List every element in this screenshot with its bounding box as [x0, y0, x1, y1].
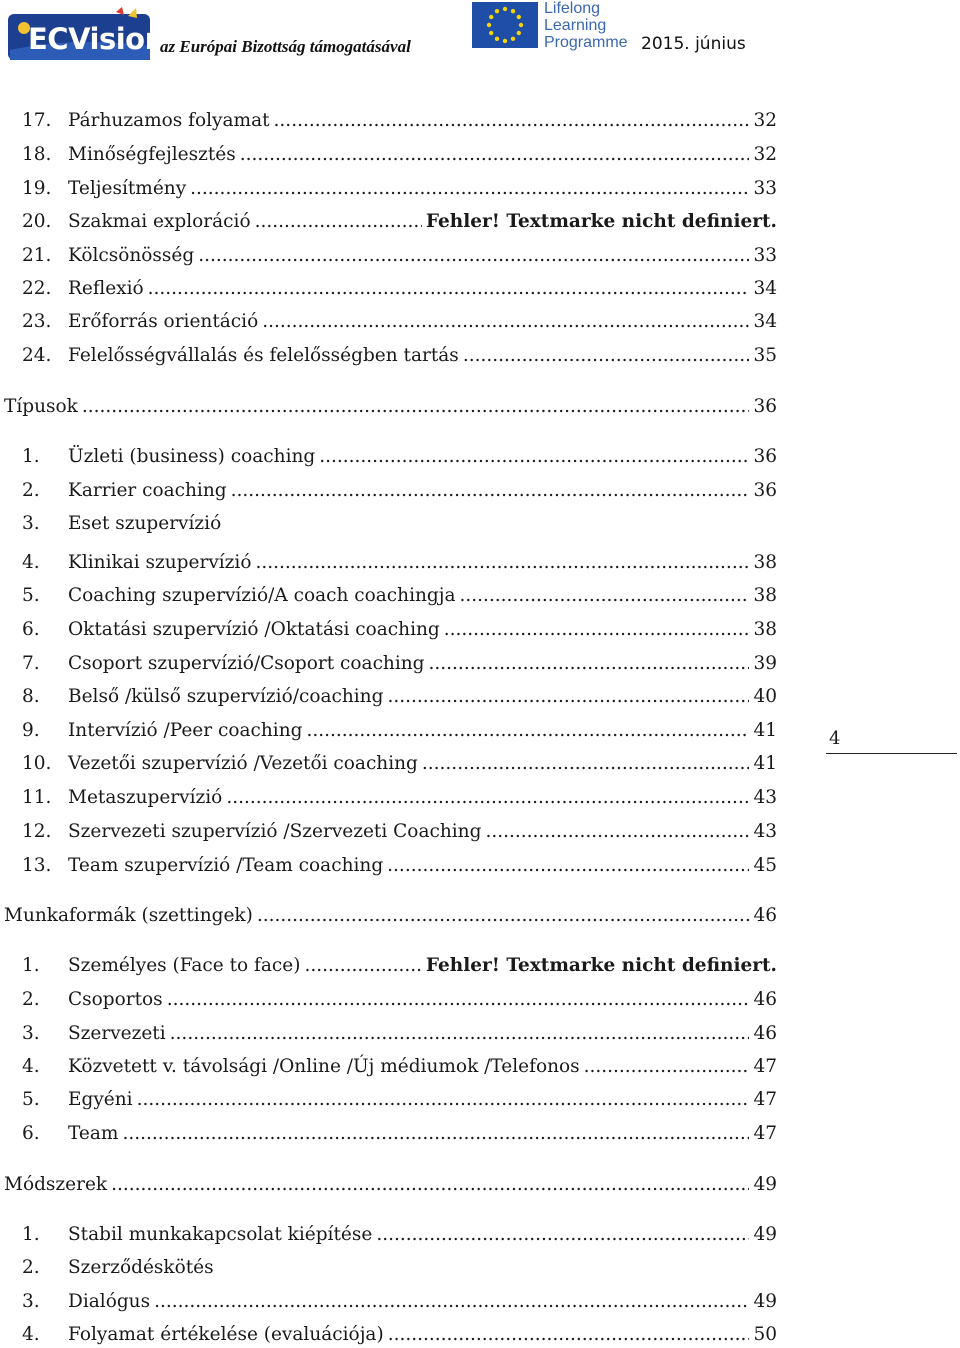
- toc-entry-label: Szakmai exploráció: [68, 211, 251, 232]
- toc-entry[interactable]: [0, 718, 777, 744]
- toc-entry-page: 50: [753, 1324, 777, 1345]
- toc-entry[interactable]: [0, 1322, 777, 1348]
- toc-entry-number: 19.: [22, 178, 52, 199]
- toc-leader-dots: [111, 1172, 749, 1198]
- toc-entry-page: 46: [753, 905, 777, 926]
- toc-entry-page: 33: [753, 245, 777, 266]
- toc-leader-dots: [167, 987, 750, 1013]
- llp-logo-text: [544, 0, 628, 51]
- toc-entry[interactable]: [0, 785, 777, 811]
- toc-entry-page: 35: [753, 345, 777, 366]
- toc-entry-page: 47: [753, 1123, 777, 1144]
- toc-entry[interactable]: [0, 142, 777, 168]
- toc-entry-page: 34: [753, 278, 777, 299]
- toc-entry-label: Coaching szupervízió/A coach coachingja: [68, 585, 456, 606]
- toc-entry-number: 17.: [22, 110, 52, 131]
- toc-entry-number: 4.: [22, 1056, 40, 1077]
- toc-entry-number: 8.: [22, 686, 40, 707]
- toc-leader-dots: [122, 1121, 749, 1147]
- toc-entry-label: Erőforrás orientáció: [68, 311, 259, 332]
- toc-entry-page: 36: [753, 480, 777, 501]
- toc-entry-label: Reflexió: [68, 278, 144, 299]
- llp-line-2: Learning: [544, 17, 607, 34]
- toc-entry-number: 13.: [22, 855, 52, 876]
- toc-entry-page: 32: [753, 110, 777, 131]
- toc-entry-page: 36: [753, 396, 777, 417]
- support-text: az Európai Bizottság támogatásával: [160, 37, 411, 56]
- toc-entry-label: Párhuzamos folyamat: [68, 110, 270, 131]
- toc-entry-page: Fehler! Textmarke nicht definiert.: [425, 211, 777, 232]
- toc-entry-label: Team: [68, 1123, 119, 1144]
- toc-entry-page: Fehler! Textmarke nicht definiert.: [425, 955, 777, 976]
- toc-leader-dots: [170, 1021, 750, 1047]
- toc-entry-page: 45: [753, 855, 777, 876]
- toc-entry-page: 38: [753, 585, 777, 606]
- header-date: 2015. június: [641, 34, 746, 54]
- toc-leader-dots: [255, 550, 749, 576]
- toc-entry-number: 10.: [22, 753, 52, 774]
- toc-leader-dots: [255, 209, 422, 235]
- toc-entry-label: Minőségfejlesztés: [68, 144, 236, 165]
- toc-entry-label: Csoport szupervízió/Csoport coaching: [68, 653, 425, 674]
- toc-entry[interactable]: [0, 1121, 777, 1147]
- toc-entry-number: 1.: [22, 955, 40, 976]
- toc-entry-number: 5.: [22, 585, 40, 606]
- toc-entry[interactable]: [0, 550, 777, 576]
- toc-entry[interactable]: [0, 108, 777, 134]
- logo-text: ECVision: [28, 22, 165, 56]
- toc-entry-number: 4.: [22, 1324, 40, 1345]
- toc-entry-page: 39: [753, 653, 777, 674]
- toc-entry-page: 47: [753, 1056, 777, 1077]
- toc-entry-label: Klinikai szupervízió: [68, 552, 252, 573]
- toc-entry-page: 38: [753, 552, 777, 573]
- toc-entry-label: Munkaformák (szettingek): [4, 905, 253, 926]
- toc-entry[interactable]: [0, 1087, 777, 1113]
- toc-leader-dots: [376, 1222, 749, 1248]
- toc-entry-number: 9.: [22, 720, 40, 741]
- toc-leader-dots: [304, 953, 421, 979]
- toc-entry-number: 11.: [22, 787, 52, 808]
- toc-entry-page: 46: [753, 1023, 777, 1044]
- toc-entry-number: 3.: [22, 1291, 40, 1312]
- toc-entry[interactable]: [0, 953, 777, 979]
- toc-entry-page: 33: [753, 178, 777, 199]
- toc-entry-label: Egyéni: [68, 1089, 133, 1110]
- toc-section[interactable]: [0, 394, 777, 420]
- toc-leader-dots: [387, 684, 749, 710]
- toc-entry[interactable]: [0, 987, 777, 1013]
- toc-entry-label: Vezetői szupervízió /Vezetői coaching: [68, 753, 418, 774]
- toc-entry[interactable]: [0, 176, 777, 202]
- toc-entry-page: 49: [753, 1291, 777, 1312]
- toc-entry[interactable]: [0, 309, 777, 335]
- toc-entry[interactable]: [0, 511, 777, 537]
- toc-entry-page: 49: [753, 1224, 777, 1245]
- toc-section[interactable]: [0, 1172, 777, 1198]
- toc-entry-page: 46: [753, 989, 777, 1010]
- toc-leader-dots: [231, 478, 750, 504]
- toc-entry-label: Típusok: [4, 396, 78, 417]
- toc-leader-dots: [429, 651, 750, 677]
- toc-entry-number: 12.: [22, 821, 52, 842]
- toc-leader-dots: [485, 819, 749, 845]
- toc-entry-number: 2.: [22, 989, 40, 1010]
- toc-entry-number: 4.: [22, 552, 40, 573]
- toc-entry-label: Szerződéskötés: [68, 1257, 214, 1278]
- toc-entry-label: Eset szupervízió: [68, 513, 222, 534]
- toc-entry-page: 40: [753, 686, 777, 707]
- toc-entry[interactable]: [0, 478, 777, 504]
- toc-leader-dots: [262, 309, 749, 335]
- toc-entry-number: 3.: [22, 1023, 40, 1044]
- toc-leader-dots: [154, 1289, 749, 1315]
- toc-section[interactable]: [0, 903, 777, 929]
- toc-leader-dots: [82, 394, 750, 420]
- toc-leader-dots: [584, 1054, 750, 1080]
- toc-entry-label: Csoportos: [68, 989, 163, 1010]
- toc-entry-label: Oktatási szupervízió /Oktatási coaching: [68, 619, 440, 640]
- toc-entry[interactable]: [0, 651, 777, 677]
- toc-entry-number: 20.: [22, 211, 52, 232]
- toc-leader-dots: [387, 853, 749, 879]
- toc-entry-number: 21.: [22, 245, 52, 266]
- page-number: 4: [829, 728, 841, 749]
- toc-entry[interactable]: [0, 209, 777, 235]
- page-number-rule: [826, 753, 957, 754]
- toc-leader-dots: [319, 444, 749, 470]
- toc-leader-dots: [274, 108, 750, 134]
- toc-entry-page: 34: [753, 311, 777, 332]
- toc-entry-label: Belső /külső szupervízió/coaching: [68, 686, 384, 707]
- toc-entry-label: Teljesítmény: [68, 178, 187, 199]
- llp-line-3: Programme: [544, 34, 628, 51]
- toc-entry[interactable]: [0, 1054, 777, 1080]
- toc-leader-dots: [460, 583, 750, 609]
- toc-entry-label: Szervezeti szupervízió /Szervezeti Coaching: [68, 821, 482, 842]
- toc-entry-label: Üzleti (business) coaching: [68, 446, 316, 467]
- toc-entry-page: 32: [753, 144, 777, 165]
- toc-entry-label: Intervízió /Peer coaching: [68, 720, 303, 741]
- toc-entry-label: Metaszupervízió: [68, 787, 223, 808]
- toc-entry-number: 23.: [22, 311, 52, 332]
- toc-entry-page: 36: [753, 446, 777, 467]
- toc-entry-label: Módszerek: [4, 1174, 108, 1195]
- toc-leader-dots: [137, 1087, 750, 1113]
- toc-entry-label: Dialógus: [68, 1291, 151, 1312]
- toc-leader-dots: [226, 785, 749, 811]
- toc-entry-label: Felelősségvállalás és felelősségben tartás: [68, 345, 459, 366]
- toc-entry-number: 7.: [22, 653, 40, 674]
- toc-entry-label: Szervezeti: [68, 1023, 166, 1044]
- toc-leader-dots: [388, 1322, 750, 1348]
- toc-entry-page: 47: [753, 1089, 777, 1110]
- toc-leader-dots: [148, 276, 750, 302]
- toc-entry[interactable]: [0, 853, 777, 879]
- toc-leader-dots: [240, 142, 750, 168]
- llp-line-1: Lifelong: [544, 0, 601, 17]
- toc-entry[interactable]: [0, 276, 777, 302]
- toc-entry-page: 43: [753, 821, 777, 842]
- toc-entry[interactable]: [0, 1222, 777, 1248]
- page-header: [0, 0, 960, 75]
- toc-entry[interactable]: [0, 343, 777, 369]
- toc-leader-dots: [257, 903, 750, 929]
- toc-entry-label: Team szupervízió /Team coaching: [68, 855, 384, 876]
- toc-entry[interactable]: [0, 751, 777, 777]
- toc-entry[interactable]: [0, 583, 777, 609]
- toc-entry-number: 18.: [22, 144, 52, 165]
- toc-entry-number: 3.: [22, 513, 40, 534]
- toc-entry-number: 2.: [22, 1257, 40, 1278]
- toc-entry-page: 41: [753, 720, 777, 741]
- eu-flag-icon: [472, 2, 538, 48]
- toc-leader-dots: [463, 343, 750, 369]
- toc-entry[interactable]: [0, 1289, 777, 1315]
- toc-entry-label: Stabil munkakapcsolat kiépítése: [68, 1224, 373, 1245]
- toc-entry-label: Kölcsönösség: [68, 245, 195, 266]
- toc-entry[interactable]: [0, 1021, 777, 1047]
- toc-entry-page: 49: [753, 1174, 777, 1195]
- toc-entry-label: Folyamat értékelése (evaluációja): [68, 1324, 384, 1345]
- toc-entry-page: 43: [753, 787, 777, 808]
- toc-entry-page: 38: [753, 619, 777, 640]
- toc-leader-dots: [422, 751, 750, 777]
- toc-entry[interactable]: [0, 1255, 777, 1281]
- toc-entry[interactable]: [0, 819, 777, 845]
- toc-leader-dots: [444, 617, 750, 643]
- toc-entry-number: 22.: [22, 278, 52, 299]
- toc-entry-number: 6.: [22, 1123, 40, 1144]
- toc-entry-label: Közvetett v. távolsági /Online /Új médiumok /Telefonos: [68, 1056, 580, 1077]
- toc-entry[interactable]: [0, 243, 777, 269]
- toc-entry-number: 24.: [22, 345, 52, 366]
- toc-leader-dots: [190, 176, 749, 202]
- toc-entry-number: 6.: [22, 619, 40, 640]
- toc-leader-dots: [306, 718, 749, 744]
- toc-entry-number: 1.: [22, 1224, 40, 1245]
- toc-entry-label: Személyes (Face to face): [68, 955, 301, 976]
- toc-entry-label: Karrier coaching: [68, 480, 227, 501]
- toc-entry-number: 1.: [22, 446, 40, 467]
- toc-leader-dots: [198, 243, 749, 269]
- toc-entry[interactable]: [0, 444, 777, 470]
- toc-entry-page: 41: [753, 753, 777, 774]
- toc-entry[interactable]: [0, 684, 777, 710]
- toc-entry-number: 5.: [22, 1089, 40, 1110]
- toc-entry[interactable]: [0, 617, 777, 643]
- toc-entry-number: 2.: [22, 480, 40, 501]
